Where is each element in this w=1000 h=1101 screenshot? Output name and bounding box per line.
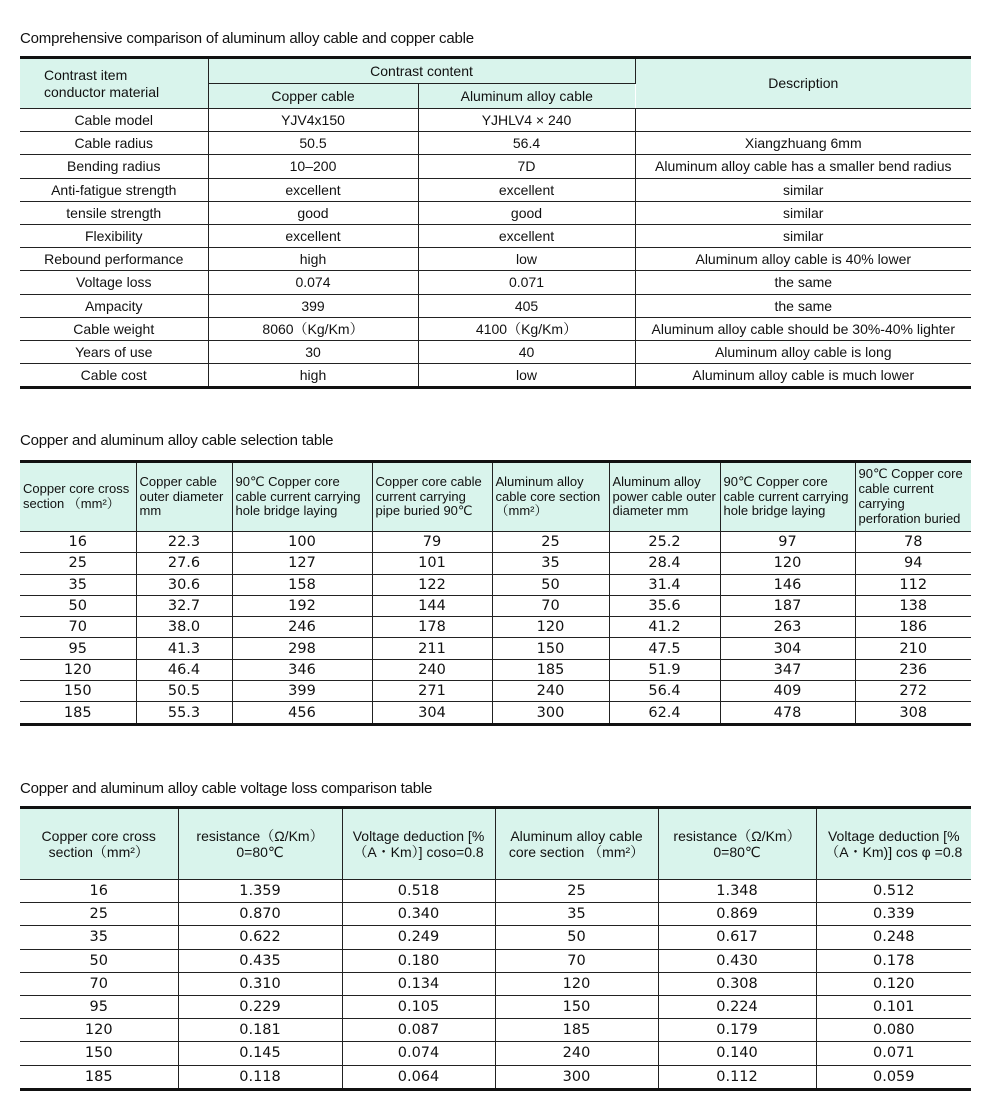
- table-cell: 35: [20, 926, 178, 949]
- table-cell: 304: [720, 638, 855, 659]
- table-cell: 50.5: [136, 681, 232, 702]
- cell-description: [635, 109, 971, 132]
- table-cell: 192: [232, 595, 372, 616]
- header-item-line1: Contrast item: [44, 67, 128, 84]
- table-cell: 25: [20, 903, 178, 926]
- table-row: [20, 880, 971, 903]
- table-cell: 50: [20, 595, 136, 616]
- table-cell: 79: [372, 532, 492, 553]
- table-cell: 0.118: [178, 1065, 342, 1089]
- table-cell: 0.339: [816, 903, 971, 926]
- table-cell: 112: [855, 574, 971, 595]
- table-row: [20, 595, 971, 616]
- table-cell: 38.0: [136, 617, 232, 638]
- cell-item: Ampacity: [20, 294, 208, 317]
- table-cell: 272: [855, 681, 971, 702]
- table-cell: 0.869: [658, 903, 816, 926]
- column-header: 90℃ Copper core cable current carrying hole bridge laying: [720, 462, 855, 532]
- column-header: resistance（Ω/Km） 0=80℃: [658, 808, 816, 880]
- table-cell: 0.120: [816, 972, 971, 995]
- table-row: [20, 903, 971, 926]
- table-cell: 144: [372, 595, 492, 616]
- table-cell: 0.224: [658, 995, 816, 1018]
- cell-aluminum: 405: [418, 294, 635, 317]
- table-cell: 46.4: [136, 659, 232, 680]
- table-row: [20, 972, 971, 995]
- cell-item: Rebound performance: [20, 248, 208, 271]
- table-row: [20, 155, 971, 178]
- table-cell: 0.105: [342, 995, 495, 1018]
- cell-aluminum: good: [418, 201, 635, 224]
- cell-aluminum: 56.4: [418, 132, 635, 155]
- cell-aluminum: low: [418, 248, 635, 271]
- cell-item: Cable model: [20, 109, 208, 132]
- table-row: [20, 638, 971, 659]
- table-cell: 127: [232, 553, 372, 574]
- table-cell: 0.870: [178, 903, 342, 926]
- cell-item: Cable weight: [20, 317, 208, 340]
- header-contrast-item: [20, 58, 208, 109]
- cell-aluminum: 0.071: [418, 271, 635, 294]
- table-cell: 0.064: [342, 1065, 495, 1089]
- cell-copper: high: [208, 364, 418, 388]
- table-row: [20, 553, 971, 574]
- table-cell: 0.179: [658, 1019, 816, 1042]
- table-cell: 308: [855, 702, 971, 724]
- table-row: [20, 294, 971, 317]
- column-header: resistance（Ω/Km） 0=80℃: [178, 808, 342, 880]
- comparison-table-body: [20, 109, 971, 388]
- table-row: [20, 659, 971, 680]
- table-cell: 70: [495, 949, 658, 972]
- table-cell: 399: [232, 681, 372, 702]
- voltage-loss-table-header: [20, 808, 971, 880]
- table-cell: 0.145: [178, 1042, 342, 1065]
- table-cell: 0.308: [658, 972, 816, 995]
- table-cell: 50: [492, 574, 609, 595]
- table-cell: 146: [720, 574, 855, 595]
- table-cell: 120: [20, 1019, 178, 1042]
- table-cell: 346: [232, 659, 372, 680]
- voltage-loss-table: [20, 806, 971, 1091]
- cell-copper: 30: [208, 340, 418, 363]
- cell-description: the same: [635, 271, 971, 294]
- table-cell: 0.622: [178, 926, 342, 949]
- column-header: Aluminum alloy cable core section （mm²）: [495, 808, 658, 880]
- table-cell: 185: [492, 659, 609, 680]
- table1-title: Comprehensive comparison of aluminum alloy cable and copper cable: [20, 30, 474, 47]
- column-header: Aluminum alloy cable core section （mm²）: [492, 462, 609, 532]
- cell-description: similar: [635, 201, 971, 224]
- header-contrast-content: Contrast content: [208, 58, 635, 84]
- cell-item: Years of use: [20, 340, 208, 363]
- table-cell: 16: [20, 532, 136, 553]
- table-cell: 47.5: [609, 638, 720, 659]
- table-cell: 95: [20, 638, 136, 659]
- table-cell: 211: [372, 638, 492, 659]
- table-cell: 0.178: [816, 949, 971, 972]
- table-row: [20, 1042, 971, 1065]
- table-cell: 35: [20, 574, 136, 595]
- column-header: Aluminum alloy power cable outer diameter mm: [609, 462, 720, 532]
- column-header: Copper core cable current carrying pipe buried 90℃: [372, 462, 492, 532]
- cell-copper: 8060（Kg/Km）: [208, 317, 418, 340]
- cell-copper: 10–200: [208, 155, 418, 178]
- table-cell: 240: [492, 681, 609, 702]
- table-cell: 456: [232, 702, 372, 724]
- table-cell: 1.348: [658, 880, 816, 903]
- cell-item: Anti-fatigue strength: [20, 178, 208, 201]
- table-cell: 35: [492, 553, 609, 574]
- table-cell: 187: [720, 595, 855, 616]
- table-row: [20, 1065, 971, 1089]
- table-cell: 0.112: [658, 1065, 816, 1089]
- table-cell: 70: [20, 617, 136, 638]
- table-cell: 27.6: [136, 553, 232, 574]
- table-cell: 0.134: [342, 972, 495, 995]
- table-cell: 0.229: [178, 995, 342, 1018]
- cell-item: Bending radius: [20, 155, 208, 178]
- table-cell: 120: [720, 553, 855, 574]
- cell-description: the same: [635, 294, 971, 317]
- table-cell: 1.359: [178, 880, 342, 903]
- table-cell: 150: [20, 681, 136, 702]
- table-cell: 246: [232, 617, 372, 638]
- table-cell: 70: [20, 972, 178, 995]
- table-cell: 178: [372, 617, 492, 638]
- cell-description: Aluminum alloy cable has a smaller bend radius: [635, 155, 971, 178]
- cell-description: Aluminum alloy cable is much lower: [635, 364, 971, 388]
- cell-copper: excellent: [208, 178, 418, 201]
- cell-description: Aluminum alloy cable is long: [635, 340, 971, 363]
- table-cell: 185: [20, 702, 136, 724]
- column-header: Copper core cross section（mm²）: [20, 808, 178, 880]
- table-cell: 0.074: [342, 1042, 495, 1065]
- cell-item: tensile strength: [20, 201, 208, 224]
- column-header: Copper cable outer diameter mm: [136, 462, 232, 532]
- table-cell: 0.181: [178, 1019, 342, 1042]
- table-row: [20, 995, 971, 1018]
- column-header: Voltage deduction [%（A・Km）] coso=0.8: [342, 808, 495, 880]
- table-cell: 120: [495, 972, 658, 995]
- table-cell: 22.3: [136, 532, 232, 553]
- table-cell: 95: [20, 995, 178, 1018]
- table-cell: 25: [495, 880, 658, 903]
- cell-item: Cable radius: [20, 132, 208, 155]
- selection-table-header: [20, 462, 971, 532]
- table-cell: 0.071: [816, 1042, 971, 1065]
- table-cell: 150: [20, 1042, 178, 1065]
- cell-item: Voltage loss: [20, 271, 208, 294]
- table-row: [20, 617, 971, 638]
- table-cell: 62.4: [609, 702, 720, 724]
- table-row: [20, 340, 971, 363]
- cell-aluminum: 4100（Kg/Km）: [418, 317, 635, 340]
- table-cell: 298: [232, 638, 372, 659]
- table-cell: 120: [20, 659, 136, 680]
- table-cell: 240: [372, 659, 492, 680]
- table-row: [20, 949, 971, 972]
- table-cell: 0.080: [816, 1019, 971, 1042]
- table-row: [20, 317, 971, 340]
- cell-copper: 0.074: [208, 271, 418, 294]
- table2-title: Copper and aluminum alloy cable selection table: [20, 432, 334, 449]
- table-row: [20, 926, 971, 949]
- cell-aluminum: excellent: [418, 178, 635, 201]
- table-row: [20, 132, 971, 155]
- cell-copper: high: [208, 248, 418, 271]
- table-cell: 101: [372, 553, 492, 574]
- table-cell: 0.518: [342, 880, 495, 903]
- table-cell: 138: [855, 595, 971, 616]
- table-cell: 271: [372, 681, 492, 702]
- table-cell: 0.430: [658, 949, 816, 972]
- table-row: [20, 364, 971, 388]
- table-row: [20, 532, 971, 553]
- cell-description: similar: [635, 224, 971, 247]
- table-cell: 35: [495, 903, 658, 926]
- table-cell: 50: [495, 926, 658, 949]
- cell-copper: 399: [208, 294, 418, 317]
- cell-description: similar: [635, 178, 971, 201]
- table-cell: 263: [720, 617, 855, 638]
- table-cell: 30.6: [136, 574, 232, 595]
- cell-description: Aluminum alloy cable is 40% lower: [635, 248, 971, 271]
- table-cell: 32.7: [136, 595, 232, 616]
- table-cell: 0.180: [342, 949, 495, 972]
- voltage-loss-table-body: [20, 880, 971, 1090]
- table-cell: 210: [855, 638, 971, 659]
- table-cell: 41.3: [136, 638, 232, 659]
- table-cell: 25: [20, 553, 136, 574]
- table-row: [20, 109, 971, 132]
- table-cell: 0.248: [816, 926, 971, 949]
- table-cell: 50: [20, 949, 178, 972]
- table-cell: 120: [492, 617, 609, 638]
- column-header: 90℃ Copper core cable current carrying perforation buried: [855, 462, 971, 532]
- cell-aluminum: 7D: [418, 155, 635, 178]
- table-cell: 158: [232, 574, 372, 595]
- table-cell: 236: [855, 659, 971, 680]
- selection-table-body: [20, 532, 971, 725]
- cell-copper: good: [208, 201, 418, 224]
- table-cell: 41.2: [609, 617, 720, 638]
- cell-aluminum: excellent: [418, 224, 635, 247]
- table-cell: 97: [720, 532, 855, 553]
- cell-aluminum: YJHLV4 × 240: [418, 109, 635, 132]
- table-row: [20, 1019, 971, 1042]
- header-aluminum-cable: Aluminum alloy cable: [418, 84, 635, 109]
- cell-copper: excellent: [208, 224, 418, 247]
- table-cell: 347: [720, 659, 855, 680]
- cell-description: Aluminum alloy cable should be 30%-40% lighter: [635, 317, 971, 340]
- comparison-table: [20, 56, 971, 389]
- table-cell: 16: [20, 880, 178, 903]
- table-row: [20, 248, 971, 271]
- table-cell: 56.4: [609, 681, 720, 702]
- column-header: Voltage deduction [%（A・Km)] cos φ =0.8: [816, 808, 971, 880]
- table-row: [20, 201, 971, 224]
- cell-description: Xiangzhuang 6mm: [635, 132, 971, 155]
- table-cell: 70: [492, 595, 609, 616]
- table-cell: 185: [495, 1019, 658, 1042]
- cell-copper: YJV4x150: [208, 109, 418, 132]
- table-cell: 240: [495, 1042, 658, 1065]
- table-cell: 0.087: [342, 1019, 495, 1042]
- table-row: [20, 681, 971, 702]
- table-cell: 0.101: [816, 995, 971, 1018]
- table-cell: 300: [492, 702, 609, 724]
- table-cell: 300: [495, 1065, 658, 1089]
- column-header: 90℃ Copper core cable current carrying hole bridge laying: [232, 462, 372, 532]
- table-cell: 35.6: [609, 595, 720, 616]
- table-cell: 78: [855, 532, 971, 553]
- table-cell: 478: [720, 702, 855, 724]
- cell-item: Flexibility: [20, 224, 208, 247]
- table-cell: 186: [855, 617, 971, 638]
- table-cell: 185: [20, 1065, 178, 1089]
- table-cell: 150: [495, 995, 658, 1018]
- table-cell: 0.140: [658, 1042, 816, 1065]
- table-cell: 28.4: [609, 553, 720, 574]
- table-cell: 55.3: [136, 702, 232, 724]
- table-cell: 51.9: [609, 659, 720, 680]
- table-cell: 304: [372, 702, 492, 724]
- table-row: [20, 224, 971, 247]
- table-row: [20, 178, 971, 201]
- table-cell: 0.512: [816, 880, 971, 903]
- table-cell: 0.617: [658, 926, 816, 949]
- table-cell: 0.249: [342, 926, 495, 949]
- table-cell: 31.4: [609, 574, 720, 595]
- selection-table: [20, 460, 971, 726]
- column-header: Copper core cross section （mm²）: [20, 462, 136, 532]
- table-cell: 94: [855, 553, 971, 574]
- cell-aluminum: low: [418, 364, 635, 388]
- table-row: [20, 574, 971, 595]
- table-cell: 0.435: [178, 949, 342, 972]
- table-cell: 100: [232, 532, 372, 553]
- table-row: [20, 271, 971, 294]
- table-cell: 150: [492, 638, 609, 659]
- header-item-line2: conductor material: [44, 83, 160, 100]
- table-cell: 25: [492, 532, 609, 553]
- table-cell: 0.310: [178, 972, 342, 995]
- table-cell: 409: [720, 681, 855, 702]
- cell-aluminum: 40: [418, 340, 635, 363]
- table3-title: Copper and aluminum alloy cable voltage loss comparison table: [20, 780, 433, 797]
- table-cell: 25.2: [609, 532, 720, 553]
- cell-copper: 50.5: [208, 132, 418, 155]
- header-copper-cable: Copper cable: [208, 84, 418, 109]
- table-row: [20, 702, 971, 724]
- table-cell: 0.059: [816, 1065, 971, 1089]
- header-description: Description: [635, 58, 971, 109]
- table-cell: 0.340: [342, 903, 495, 926]
- table-cell: 122: [372, 574, 492, 595]
- cell-item: Cable cost: [20, 364, 208, 388]
